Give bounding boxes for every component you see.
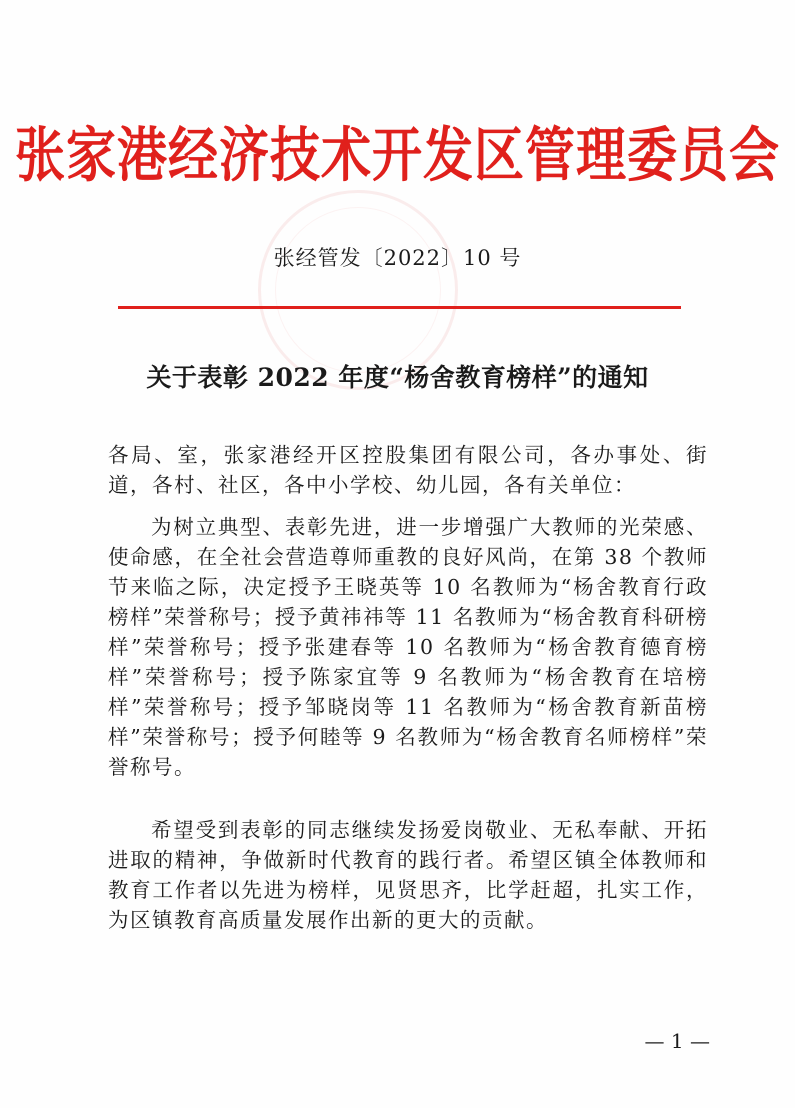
page-number: — 1 — [644, 1029, 710, 1053]
document-number: 张经管发〔2022〕10 号 [273, 246, 522, 270]
body-paragraph-1: 为树立典型、表彰先进，进一步增强广大教师的光荣感、使命感，在全社会营造尊师重教的良好风尚，在第 38 个教师节来临之际，决定授予王晓英等 10 名教师为“杨舍教育行政榜样”荣誉称号；授予黄祎祎等 11 名教师为“杨舍教育科研榜样”荣誉称号；授予张建春等 10 名教师为“杨舍教育德育榜样”荣誉称号；授予陈家宜等 9 名教师为“杨舍教育在培榜样”荣誉称号；授予邹晓岗等 11 名教师为“杨舍教育新苗榜样”荣誉称号；授予何睦等 9 名教师为“杨舍教育名师榜样”荣誉称号。 [108, 515, 708, 779]
body-paragraph-2: 希望受到表彰的同志继续发扬爱岗敬业、无私奉献、开拓进取的精神，争做新时代教育的践行者。希望区镇全体教师和教育工作者以先进为榜样，见贤思齐，比学赶超，扎实工作，为区镇教育高质量发展作出新的更大的贡献。 [108, 818, 708, 932]
issuing-organization-header: 张家港经济技术开发区管理委员会 [15, 121, 780, 190]
salutation-recipients: 各局、室，张家港经开区控股集团有限公司，各办事处、街道，各村、社区，各中小学校、幼儿园，各有关单位： [108, 443, 708, 497]
red-divider-line [118, 306, 681, 309]
document-title: 关于表彰 2022 年度“杨舍教育榜样”的通知 [146, 363, 649, 392]
